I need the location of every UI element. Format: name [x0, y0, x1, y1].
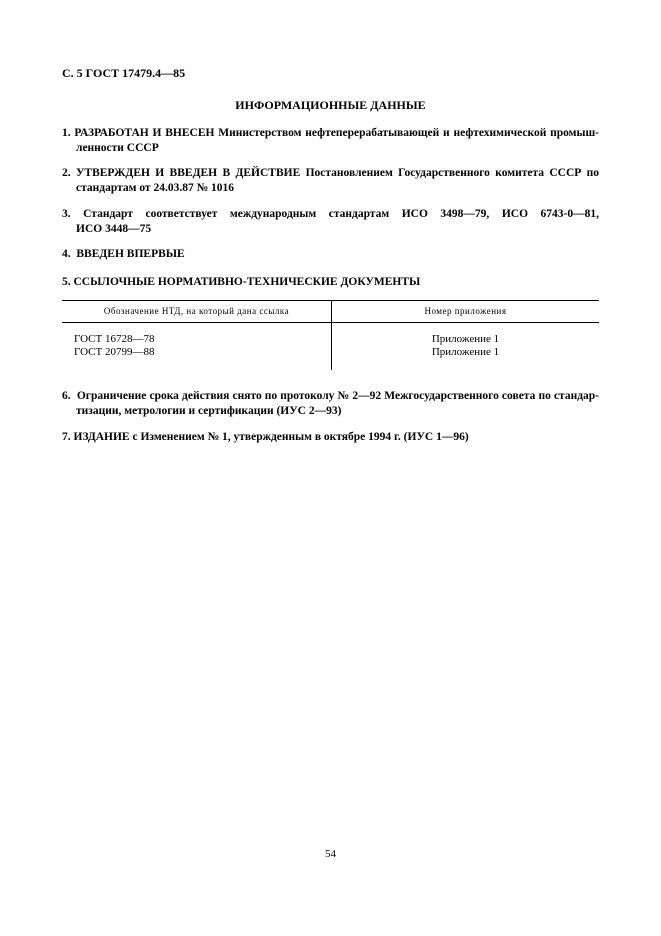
item-number: 5. [62, 276, 71, 288]
item-text: Ограничение срока действия снято по протоколу № 2—92 Межгосударственного совета по стандар- [76, 390, 600, 402]
info-item-4 [62, 247, 599, 262]
info-item-7 [62, 430, 599, 445]
item-text: ВВЕДЕН ВПЕРВЫЕ [76, 248, 185, 260]
item-number: 2. [62, 167, 71, 179]
info-item-2-line1 [62, 166, 599, 181]
table-cell-doc: ГОСТ 20799—88 [74, 346, 155, 358]
item-number: 4. [62, 248, 71, 260]
item-text: ИЗДАНИЕ с Изменением № 1, утвержденным в октябре 1994 г. (ИУС 1—96) [73, 431, 469, 443]
table-cell-appendix: Приложение 1 [431, 346, 500, 358]
info-item-6-line1 [62, 389, 599, 404]
item-text-continuation: ленности СССР [76, 142, 159, 154]
info-item-1-line1 [62, 126, 599, 141]
table-cell-appendix: Приложение 1 [431, 333, 500, 345]
table-header-appendix: Номер приложения [424, 306, 507, 316]
item-text: УТВЕРЖДЕН И ВВЕДЕН В ДЕЙСТВИЕ Постановлением Государственного комитета СССР по [75, 167, 599, 179]
info-item-5 [62, 275, 599, 290]
item-number: 6. [62, 390, 71, 402]
table-header-document: Обозначение НТД, на который дана ссылка [103, 306, 290, 316]
info-item-6 [62, 389, 599, 419]
table-cell-doc: ГОСТ 16728—78 [74, 333, 155, 345]
page-number: 54 [325, 848, 336, 860]
info-item-3 [62, 207, 599, 237]
item-number: 3. [62, 208, 71, 220]
info-item-1 [62, 126, 599, 156]
item-number: 7. [62, 431, 71, 443]
item-text: Стандарт соответствует международным стандартам ИСО 3498—79, ИСО 6743-0—81, [83, 208, 600, 220]
item-text-continuation: тизации, метрологии и сертификации (ИУС 2—93) [76, 405, 342, 417]
reference-documents-table [62, 300, 599, 370]
info-item-3-line1 [62, 207, 599, 222]
item-text: РАЗРАБОТАН И ВНЕСЕН Министерством нефтеперерабатывающей и нефтехимической промыш- [74, 127, 600, 139]
page-header: С. 5 ГОСТ 17479.4—85 [62, 66, 186, 80]
item-text-continuation: стандартам от 24.03.87 № 1016 [76, 182, 235, 194]
section-title: ИНФОРМАЦИОННЫЕ ДАННЫЕ [235, 98, 426, 112]
info-item-2 [62, 166, 599, 196]
item-number: 1. [62, 127, 71, 139]
table-column-documents [74, 333, 154, 359]
table-column-appendices [332, 333, 599, 359]
item-text: ССЫЛОЧНЫЕ НОРМАТИВНО-ТЕХНИЧЕСКИЕ ДОКУМЕНТЫ [73, 276, 421, 288]
item-text-continuation: ИСО 3448—75 [76, 223, 152, 235]
